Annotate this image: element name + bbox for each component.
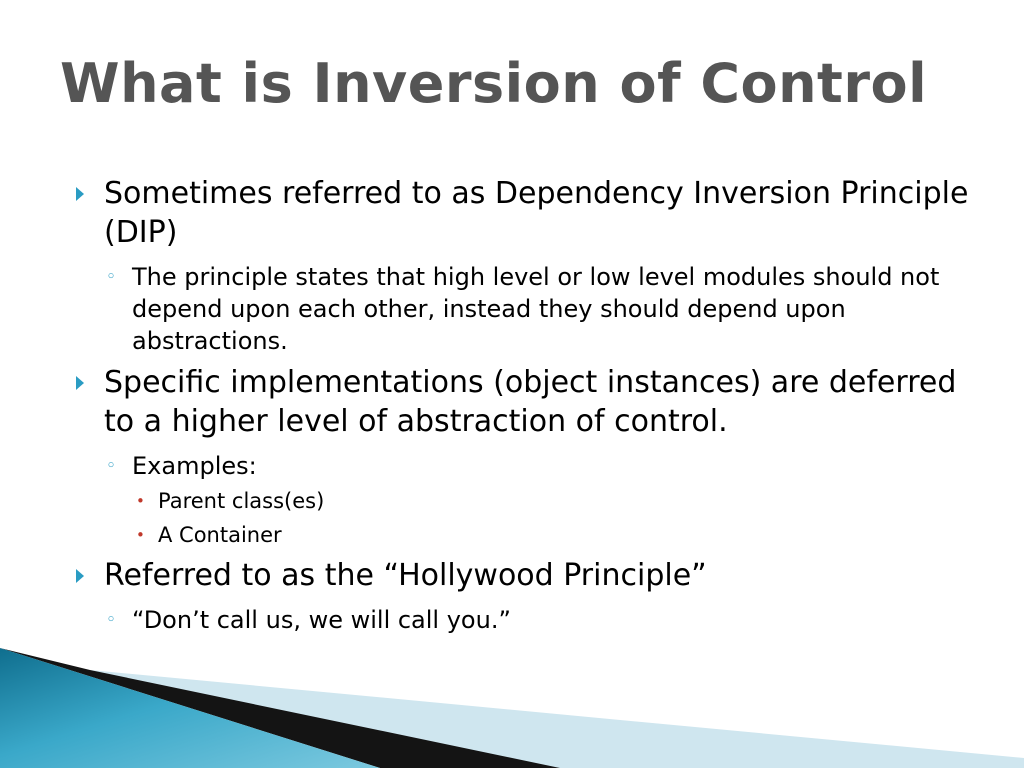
sub-bullet-text: “Don’t call us, we will call you.” (132, 606, 511, 634)
triangle-bullet-icon (76, 569, 84, 583)
sub-bullet-text: Examples: (132, 452, 257, 480)
bullet-text: Referred to as the “Hollywood Principle” (104, 558, 707, 593)
dot-bullet-icon: • (136, 526, 145, 544)
sub-bullet-examples (104, 450, 976, 482)
sub-bullet-text: The principle states that high level or low level modules should not depend upon each other, instead they should depend upon abstractions. (132, 263, 940, 355)
circle-bullet-icon: ◦ (106, 456, 117, 476)
sub-bullet-principle-statement (104, 261, 976, 357)
example-parent-classes (132, 486, 976, 516)
triangle-bullet-icon (76, 376, 84, 390)
dot-bullet-icon: • (136, 492, 145, 510)
bullet-specific-implementations (76, 363, 976, 441)
bullet-list (76, 168, 976, 636)
bullet-text: Sometimes referred to as Dependency Inversion Principle (DIP) (104, 176, 969, 250)
circle-bullet-icon: ◦ (106, 267, 117, 287)
triangle-bullet-icon (76, 187, 84, 201)
decorative-swoosh (0, 640, 1024, 768)
example-container (132, 520, 976, 550)
sub-bullet-hollywood-quote (104, 604, 976, 636)
circle-bullet-icon: ◦ (106, 610, 117, 630)
example-text: A Container (158, 523, 282, 547)
example-text: Parent class(es) (158, 489, 325, 513)
slide-title: What is Inversion of Control (60, 52, 928, 115)
bullet-hollywood-principle (76, 556, 976, 595)
bullet-dependency-inversion (76, 174, 976, 252)
bullet-text: Specific implementations (object instances) are deferred to a higher level of abstraction of control. (104, 365, 957, 439)
